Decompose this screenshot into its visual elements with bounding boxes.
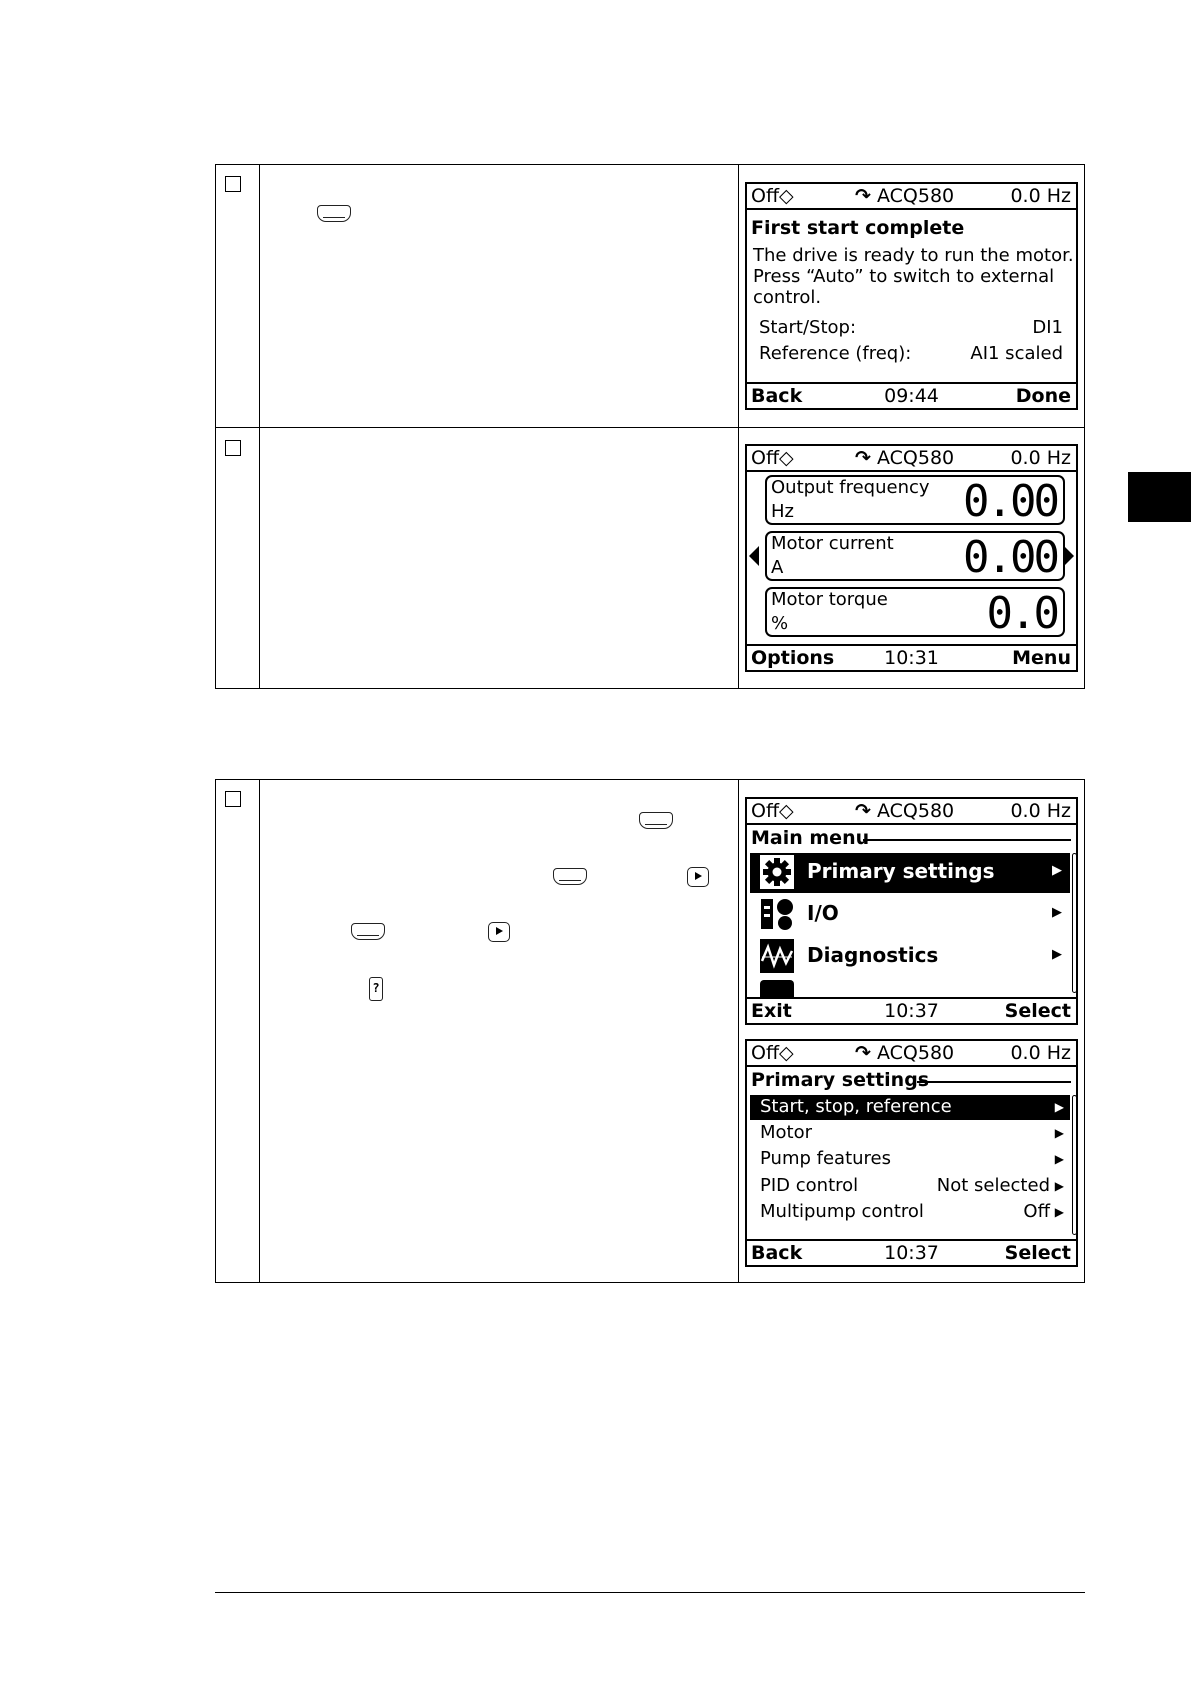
footer-rule	[215, 1592, 1085, 1593]
menu-item-label: Primary settings	[807, 859, 995, 883]
title-divider	[917, 1081, 1071, 1083]
softkey-bar	[747, 1239, 1076, 1265]
back-softkey[interactable]: Back	[751, 1242, 803, 1264]
status-mode: Off◇	[751, 800, 794, 822]
list-item-label: Motor	[760, 1122, 813, 1143]
off-state-icon: ◇	[779, 800, 794, 822]
softkey-icon	[351, 923, 385, 940]
signal-value: 0.00	[963, 476, 1057, 527]
signal-unit: %	[771, 613, 789, 634]
signal-label: Output frequency	[771, 477, 930, 498]
signal-unit: Hz	[771, 501, 794, 522]
clock: 10:37	[884, 1242, 939, 1264]
list-item-label: PID control	[760, 1175, 859, 1196]
signal-tile	[765, 475, 1065, 525]
message-line-1: The drive is ready to run the motor.	[753, 245, 1074, 266]
diagnostics-icon	[760, 939, 794, 973]
submenu-arrow-icon: ▶	[1054, 1179, 1064, 1193]
signal-tile	[765, 531, 1065, 581]
done-softkey[interactable]: Done	[1015, 385, 1071, 407]
drive-name: ↷ ACQ580	[855, 185, 955, 207]
help-key-icon: ?	[369, 977, 383, 1001]
step-checkbox[interactable]	[225, 791, 241, 807]
softkey-bar	[747, 997, 1076, 1023]
signal-label: Motor torque	[771, 589, 888, 610]
back-softkey[interactable]: Back	[751, 385, 803, 407]
status-bar	[747, 446, 1076, 472]
submenu-arrow-icon: ▶	[1054, 1126, 1064, 1140]
submenu-arrow-icon: ▶	[1052, 947, 1062, 962]
screen-title: First start complete	[751, 217, 965, 239]
status-mode: Off◇	[751, 447, 794, 469]
screen-title: Primary settings	[751, 1069, 930, 1091]
signal-label: Motor current	[771, 533, 894, 554]
io-icon	[760, 897, 794, 931]
signal-tile	[765, 587, 1065, 637]
menu-item-label: I/O	[807, 901, 839, 925]
screen-title: Main menu	[751, 827, 870, 849]
menu-item-primary-settings[interactable]	[750, 853, 1070, 893]
status-bar	[747, 799, 1076, 825]
rotation-icon: ↷	[855, 185, 871, 207]
status-frequency: 0.0 Hz	[1010, 185, 1071, 207]
title-divider	[863, 839, 1071, 841]
scrollbar[interactable]	[1072, 1095, 1077, 1235]
clock: 10:37	[884, 1000, 939, 1022]
clock: 09:44	[884, 385, 939, 407]
arrow-left-icon[interactable]	[749, 546, 759, 566]
menu-item-label: Diagnostics	[807, 943, 939, 967]
signal-unit: A	[771, 557, 784, 578]
rotation-icon: ↷	[855, 800, 871, 822]
status-bar	[747, 184, 1076, 210]
clock: 10:31	[884, 647, 939, 669]
softkey-bar	[747, 382, 1076, 408]
select-softkey[interactable]: Select	[1004, 1000, 1071, 1022]
menu-softkey[interactable]: Menu	[1012, 647, 1071, 669]
step-checkbox[interactable]	[225, 176, 241, 192]
submenu-arrow-icon: ▶	[1054, 1205, 1064, 1219]
off-state-icon: ◇	[779, 447, 794, 469]
row-value: AI1 scaled	[970, 343, 1063, 364]
softkey-bar	[747, 644, 1076, 670]
gear-icon	[760, 855, 794, 889]
select-softkey[interactable]: Select	[1004, 1242, 1071, 1264]
submenu-arrow-icon: ▶	[1054, 1100, 1064, 1114]
list-item-pid-control[interactable]	[750, 1174, 1070, 1199]
panel-screen-first-start	[745, 182, 1078, 410]
menu-item-io[interactable]	[750, 895, 1070, 935]
list-item-motor[interactable]	[750, 1121, 1070, 1146]
list-item-label: Start, stop, reference	[760, 1096, 952, 1117]
signal-value: 0.0	[986, 588, 1057, 639]
submenu-arrow-icon: ▶	[1052, 905, 1062, 920]
rotation-icon: ↷	[855, 1042, 871, 1064]
softkey-icon	[317, 205, 351, 222]
rotation-icon: ↷	[855, 447, 871, 469]
step-checkbox[interactable]	[225, 440, 241, 456]
panel-screen-primary-settings	[745, 1039, 1078, 1267]
drive-name: ↷ ACQ580	[855, 447, 955, 469]
signal-value: 0.00	[963, 532, 1057, 583]
softkey-icon	[553, 868, 587, 885]
row-value: DI1	[1032, 317, 1063, 338]
list-item-label: Multipump control	[760, 1201, 924, 1222]
status-mode: Off◇	[751, 1042, 794, 1064]
drive-name: ↷ ACQ580	[855, 800, 955, 822]
list-item-multipump-control[interactable]	[750, 1200, 1070, 1225]
message-line-3: control.	[753, 287, 822, 308]
drive-name: ↷ ACQ580	[855, 1042, 955, 1064]
row-label: Reference (freq):	[759, 343, 912, 364]
scrollbar[interactable]	[1072, 853, 1077, 993]
arrow-right-key-icon	[488, 922, 510, 942]
status-frequency: 0.0 Hz	[1010, 800, 1071, 822]
submenu-arrow-icon: ▶	[1052, 863, 1062, 878]
chapter-tab-marker	[1128, 472, 1191, 522]
list-item-pump-features[interactable]	[750, 1147, 1070, 1172]
panel-screen-main-menu	[745, 797, 1078, 1025]
status-bar	[747, 1041, 1076, 1067]
options-softkey[interactable]: Options	[751, 647, 835, 669]
partial-menu-item	[760, 980, 794, 997]
status-frequency: 0.0 Hz	[1010, 447, 1071, 469]
panel-screen-home-view	[745, 444, 1078, 672]
menu-item-diagnostics[interactable]	[750, 937, 1070, 977]
status-frequency: 0.0 Hz	[1010, 1042, 1071, 1064]
list-item-value: Not selected	[936, 1175, 1050, 1196]
arrow-right-icon[interactable]	[1064, 546, 1074, 566]
row-label: Start/Stop:	[759, 317, 857, 338]
status-mode: Off◇	[751, 185, 794, 207]
exit-softkey[interactable]: Exit	[751, 1000, 792, 1022]
list-item-value: Off	[1023, 1201, 1050, 1222]
submenu-arrow-icon: ▶	[1054, 1152, 1064, 1166]
list-item-start-stop-reference[interactable]	[750, 1095, 1070, 1120]
softkey-icon	[639, 812, 673, 829]
off-state-icon: ◇	[779, 1042, 794, 1064]
list-item-label: Pump features	[760, 1148, 891, 1169]
message-line-2: Press “Auto” to switch to external	[753, 266, 1055, 287]
arrow-right-key-icon	[687, 867, 709, 887]
off-state-icon: ◇	[779, 185, 794, 207]
